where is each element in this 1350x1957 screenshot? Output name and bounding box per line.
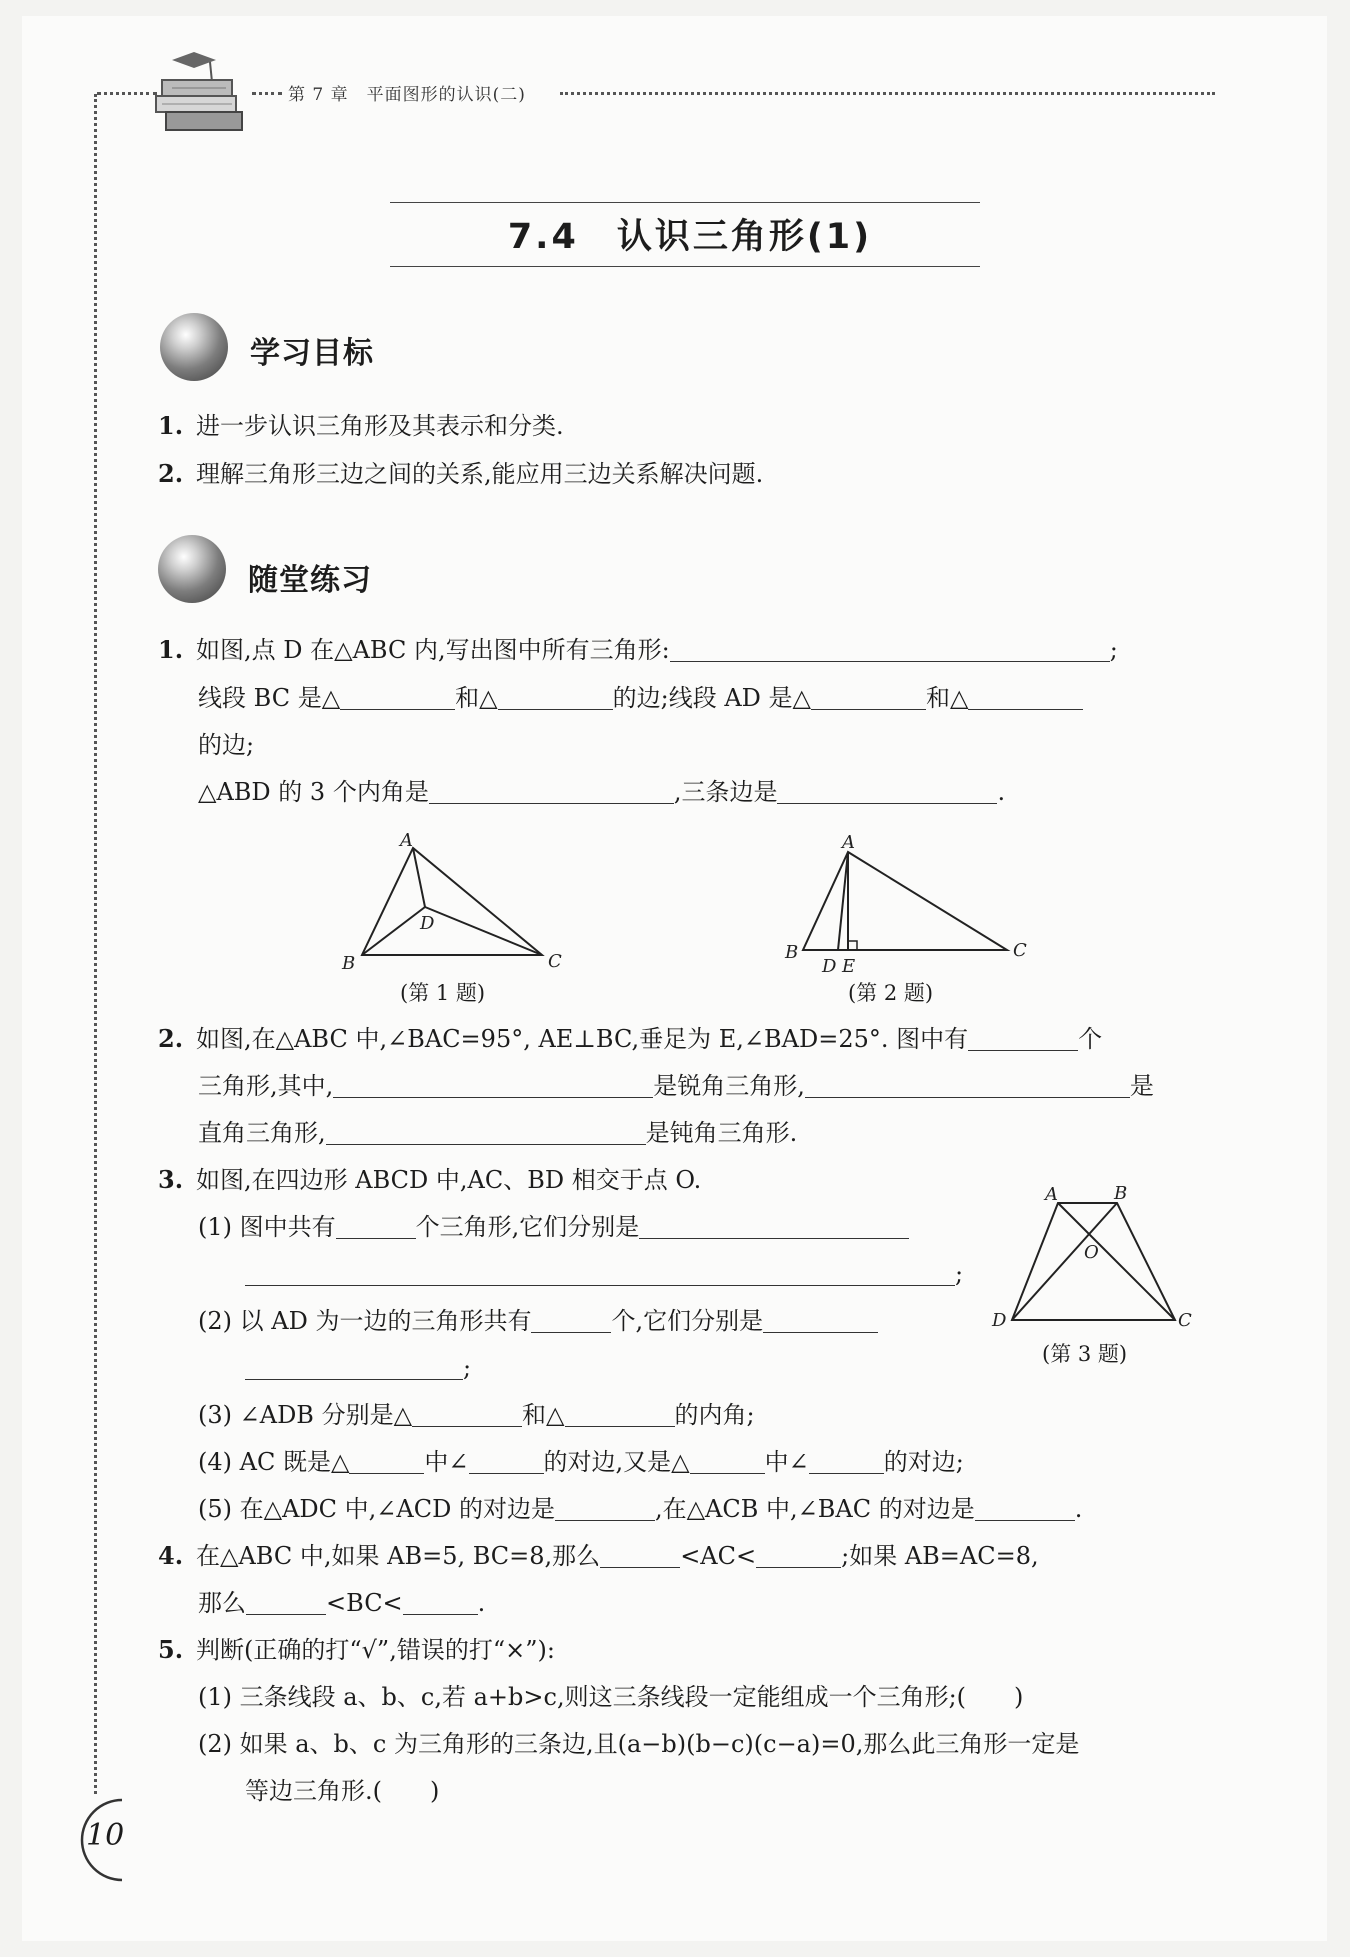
vertex-label: D: [822, 956, 837, 977]
header-dotted-rule-a: [252, 92, 282, 95]
question-3-part-2-cont: [245, 1351, 471, 1385]
chapter-header: 第 7 章 平面图形的认识(二): [288, 85, 526, 105]
question-text: 如图,在四边形 ABCD 中,AC、BD 相交于点 O.: [196, 1166, 702, 1194]
answer-blank[interactable]: [968, 1024, 1078, 1051]
question-1-line-4: [198, 775, 1005, 809]
vertex-label: C: [1013, 940, 1027, 961]
question-3-part-3: [198, 1398, 755, 1432]
question-4-line-2: [198, 1586, 485, 1620]
item-number: 1.: [158, 411, 184, 440]
section-heading-objectives: 学习目标: [250, 336, 374, 371]
question-text: 直角三角形,: [198, 1119, 326, 1147]
question-text: <BC<: [326, 1589, 403, 1617]
question-5-part-1: (1) 三条线段 a、b、c,若 a+b>c,则这三条线段一定能组成一个三角形;( ): [198, 1683, 1024, 1711]
answer-blank[interactable]: [968, 683, 1083, 710]
question-text: (2) 以 AD 为一边的三角形共有: [198, 1307, 532, 1335]
question-text: 在△ABC 中,如果 AB=5, BC=8,那么: [196, 1542, 601, 1570]
answer-blank[interactable]: [245, 1353, 463, 1380]
question-text: 个,它们分别是: [611, 1307, 764, 1335]
vertex-label: B: [785, 942, 799, 963]
figure-1-caption: (第 1 题): [400, 981, 486, 1005]
answer-blank[interactable]: [639, 1212, 909, 1239]
question-5-line-0: [158, 1633, 555, 1667]
page-number: 10: [86, 1818, 125, 1853]
header-dotted-rule-b: [560, 92, 1215, 95]
answer-blank[interactable]: [349, 1447, 424, 1474]
question-3-part-1: [198, 1210, 909, 1244]
vertex-label: D: [992, 1310, 1007, 1331]
answer-blank[interactable]: [763, 1306, 878, 1333]
question-text: 如图,点 D 在△ABC 内,写出图中所有三角形:: [196, 636, 670, 664]
question-text: (1) 图中共有: [198, 1213, 336, 1241]
answer-blank[interactable]: [555, 1494, 655, 1521]
question-text: 是钝角三角形.: [645, 1119, 798, 1147]
page-title: 7.4 认识三角形(1): [507, 217, 873, 257]
vertex-label: E: [842, 956, 856, 977]
question-text: <AC<: [680, 1542, 757, 1570]
answer-blank[interactable]: [975, 1494, 1075, 1521]
question-number: 1.: [158, 635, 184, 664]
question-3-line-0: [158, 1163, 701, 1197]
question-text: .: [477, 1589, 486, 1617]
title-rule-top: [390, 202, 980, 203]
answer-blank[interactable]: [245, 1259, 955, 1286]
answer-blank[interactable]: [756, 1541, 841, 1568]
answer-blank[interactable]: [670, 635, 1110, 662]
answer-blank[interactable]: [498, 683, 613, 710]
header-dotted-rule-left: [97, 92, 157, 95]
figure-3-quadrilateral: [990, 1180, 1205, 1340]
question-text: 和△: [522, 1401, 565, 1429]
question-2-line-2: [198, 1069, 1154, 1103]
question-3-part-1-cont: [245, 1257, 963, 1291]
vertex-label: O: [1084, 1242, 1099, 1263]
answer-blank[interactable]: [326, 1118, 646, 1145]
vertex-label: B: [1114, 1183, 1128, 1204]
answer-blank[interactable]: [600, 1541, 680, 1568]
question-4-line-1: [158, 1539, 1039, 1573]
vertex-label: B: [342, 953, 356, 974]
figure-2-triangle: [760, 832, 1050, 982]
objective-item: [158, 457, 763, 491]
globe-icon: [158, 535, 226, 603]
globe-icon: [160, 313, 228, 381]
question-text: ;: [955, 1260, 964, 1288]
books-graduation-icon: [152, 52, 252, 140]
figure-1-triangle: [330, 828, 580, 978]
question-1-line-1: [158, 633, 1118, 667]
answer-blank[interactable]: [429, 777, 674, 804]
question-text: 和△: [455, 684, 498, 712]
question-1-line-3: 的边;: [198, 731, 255, 759]
question-text: 的内角;: [674, 1401, 755, 1429]
question-text: 中∠: [764, 1448, 809, 1476]
question-text: .: [997, 778, 1006, 806]
answer-blank[interactable]: [336, 1212, 416, 1239]
question-5-part-2-cont: 等边三角形.( ): [245, 1777, 440, 1805]
answer-blank[interactable]: [246, 1588, 326, 1615]
question-text: (3) ∠ADB 分别是△: [198, 1401, 413, 1429]
question-number: 3.: [158, 1165, 184, 1194]
question-3-part-4: [198, 1445, 964, 1479]
answer-blank[interactable]: [469, 1447, 544, 1474]
answer-blank[interactable]: [565, 1400, 675, 1427]
question-text: ,三条边是: [673, 778, 778, 806]
answer-blank[interactable]: [412, 1400, 522, 1427]
answer-blank[interactable]: [809, 1447, 884, 1474]
vertex-label: C: [548, 951, 562, 972]
question-3-part-2: [198, 1304, 878, 1338]
question-text: 的对边;: [883, 1448, 964, 1476]
vertex-label: D: [420, 913, 435, 934]
question-text: ;: [1109, 636, 1118, 664]
question-text: 是锐角三角形,: [653, 1072, 805, 1100]
question-text: 个三角形,它们分别是: [415, 1213, 640, 1241]
question-number: 5.: [158, 1635, 184, 1664]
question-text: ;如果 AB=AC=8,: [841, 1542, 1039, 1570]
question-text: ,在△ACB 中,∠BAC 的对边是: [654, 1495, 975, 1523]
question-text: 线段 BC 是△: [198, 684, 341, 712]
question-text: 判断(正确的打“√”,错误的打“×”):: [196, 1636, 555, 1664]
question-text: 中∠: [424, 1448, 469, 1476]
answer-blank[interactable]: [340, 683, 455, 710]
question-text: 的对边,又是△: [543, 1448, 690, 1476]
question-text: 如图,在△ABC 中,∠BAC=95°, AE⊥BC,垂足为 E,∠BAD=25°. 图中有: [196, 1025, 969, 1053]
vertex-label: A: [842, 832, 855, 853]
question-text: ;: [463, 1354, 472, 1382]
page-dotted-border: [94, 94, 97, 1794]
figure-2-caption: (第 2 题): [848, 981, 934, 1005]
section-heading-practice: 随堂练习: [248, 563, 372, 598]
question-number: 2.: [158, 1024, 184, 1053]
objective-item: [158, 409, 564, 443]
question-2-line-1: [158, 1022, 1102, 1056]
item-text: 理解三角形三边之间的关系,能应用三边关系解决问题.: [196, 460, 764, 488]
figure-3-caption: (第 3 题): [1042, 1342, 1128, 1366]
question-2-line-3: [198, 1116, 797, 1150]
vertex-label: C: [1178, 1310, 1192, 1331]
answer-blank[interactable]: [690, 1447, 765, 1474]
question-text: △ABD 的 3 个内角是: [198, 778, 429, 806]
question-text: 是: [1129, 1072, 1154, 1100]
answer-blank[interactable]: [403, 1588, 478, 1615]
answer-blank[interactable]: [805, 1071, 1130, 1098]
question-text: (4) AC 既是△: [198, 1448, 350, 1476]
question-5-part-2: (2) 如果 a、b、c 为三角形的三条边,且(a−b)(b−c)(c−a)=0,那么此三角形一定是: [198, 1730, 1080, 1758]
answer-blank[interactable]: [777, 777, 997, 804]
item-number: 2.: [158, 459, 184, 488]
title-rule-bottom: [390, 266, 980, 267]
question-text: 三角形,其中,: [198, 1072, 334, 1100]
question-text: .: [1074, 1495, 1083, 1523]
answer-blank[interactable]: [811, 683, 926, 710]
vertex-label: A: [1045, 1184, 1058, 1205]
question-3-part-5: [198, 1492, 1082, 1526]
item-text: 进一步认识三角形及其表示和分类.: [196, 412, 564, 440]
question-text: 那么: [198, 1589, 246, 1617]
question-text: 和△: [926, 684, 969, 712]
question-text: (5) 在△ADC 中,∠ACD 的对边是: [198, 1495, 555, 1523]
question-text: 个: [1078, 1025, 1103, 1053]
vertex-label: A: [400, 830, 413, 851]
answer-blank[interactable]: [531, 1306, 611, 1333]
answer-blank[interactable]: [333, 1071, 653, 1098]
question-1-line-2: [198, 681, 1083, 715]
question-text: 的边;线段 AD 是△: [612, 684, 812, 712]
question-number: 4.: [158, 1541, 184, 1570]
